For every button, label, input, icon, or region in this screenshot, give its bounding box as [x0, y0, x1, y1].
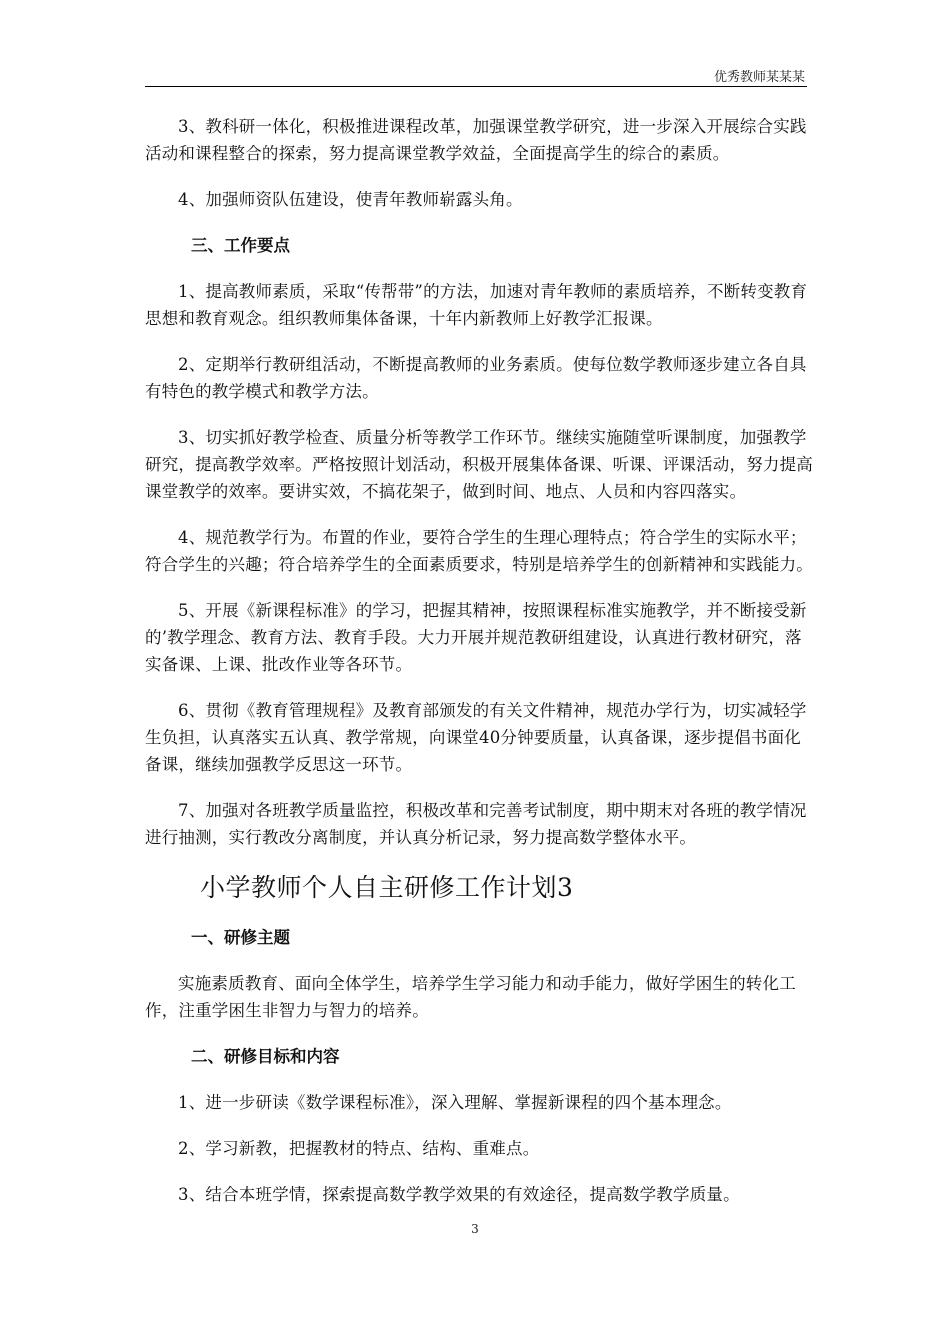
plan-title: 小学教师个人自主研修工作计划3 — [200, 873, 574, 902]
goal-item: 1、进一步研读《数学课程标准》，深入理解、掌握新课程的四个基本理念。 — [178, 1093, 732, 1112]
work-point: 7、加强对各班教学质量监控，积极改革和完善考试制度，期中期末对各班的教学情况进行抽测，实行教改分离制度，并认真分析记录，努力提高数学整体水平。 — [145, 801, 807, 847]
goal-item: 2、学习新教，把握教材的特点、结构、重难点。 — [178, 1139, 540, 1158]
header-divider — [145, 86, 807, 87]
work-point: 4、规范教学行为。布置的作业，要符合学生的生理心理特点；符合学生的实际水平；符合学生的兴趣；符合培养学生的全面素质要求，特别是培养学生的创新精神和实践能力。 — [145, 528, 813, 574]
section-heading: 一、研修主题 — [191, 928, 290, 947]
page-header-text: 优秀教师某某某 — [713, 70, 805, 85]
paragraph: 3、教科研一体化，积极推进课程改革，加强课堂教学研究，进一步深入开展综合实践活动和课程整合的探索，努力提高课堂教学效益，全面提高学生的综合的素质。 — [145, 117, 807, 163]
page-number: 3 — [471, 1222, 479, 1236]
section-heading: 三、工作要点 — [191, 236, 290, 255]
section-heading: 二、研修目标和内容 — [191, 1047, 340, 1066]
work-point: 5、开展《新课程标准》的学习，把握其精神，按照课程标准实施教学，并不断接受新的’教学理念、教育方法、教育手段。大力开展并规范教研组建设，认真进行教材研究，落实备课、上课、批改作业等各环节。 — [145, 601, 807, 674]
document-body — [145, 113, 815, 1227]
work-point: 6、贯彻《教育管理规程》及教育部颁发的有关文件精神，规范办学行为，切实减轻学生负担，认真落实五认真、教学常规，向课堂40分钟要质量，认真备课，逐步提倡书面化备课，继续加强教学反思这一环节。 — [145, 701, 807, 774]
goal-item: 3、结合本班学情，探索提高数学教学效果的有效途径，提高数学教学质量。 — [178, 1185, 740, 1204]
paragraph: 4、加强师资队伍建设，使青年教师崭露头角。 — [178, 190, 523, 209]
work-point: 2、定期举行教研组活动，不断提高教师的业务素质。使每位数学教师逐步建立各自具有特色的教学模式和教学方法。 — [145, 355, 807, 401]
work-point: 3、切实抓好教学检查、质量分析等教学工作环节。继续实施随堂听课制度，加强教学研究，提高教学效率。严格按照计划活动，积极开展集体备课、听课、评课活动，努力提高课堂教学的效率。要讲实效，不搞花架子，做到时间、地点、人员和内容四落实。 — [145, 428, 813, 501]
paragraph: 实施素质教育、面向全体学生，培养学生学习能力和动手能力，做好学困生的转化工作，注重学困生非智力与智力的培养。 — [145, 974, 796, 1020]
work-point: 1、提高教师素质，采取“传帮带”的方法，加速对青年教师的素质培养，不断转变教育思想和教育观念。组织教师集体备课，十年内新教师上好教学汇报课。 — [145, 282, 808, 328]
